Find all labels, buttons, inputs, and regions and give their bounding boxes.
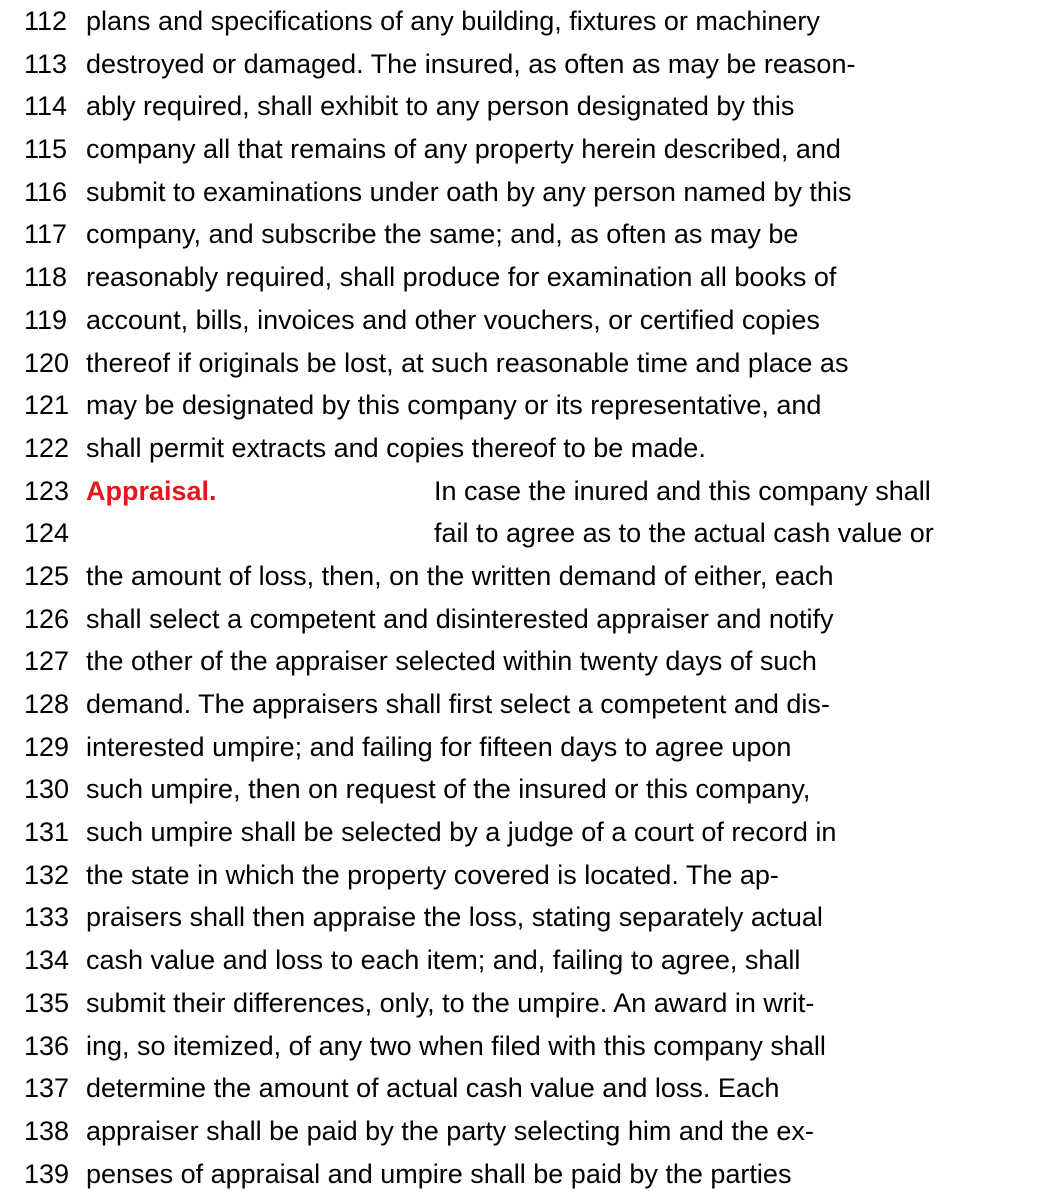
line-number: 113 (24, 48, 68, 79)
document-line (24, 43, 1034, 86)
line-number: 131 (24, 817, 70, 848)
line-text: praisers shall then appraise the loss, stating separately actual (86, 902, 823, 933)
line-text: company all that remains of any property herein described, and (86, 134, 841, 165)
document-line (24, 342, 1034, 385)
line-number: 122 (24, 432, 70, 463)
line-text: reasonably required, shall produce for examination all books of (86, 262, 837, 293)
document-line (24, 0, 1034, 43)
document-page (24, 0, 1034, 1195)
document-line (24, 384, 1034, 427)
document-line (24, 427, 1034, 470)
line-text: plans and specifications of any building, fixtures or machinery (86, 6, 820, 36)
line-number: 120 (24, 347, 70, 378)
line-number: 137 (24, 1073, 70, 1104)
document-line (24, 896, 1034, 939)
line-number: 127 (24, 646, 70, 677)
line-text: thereof if originals be lost, at such reasonable time and place as (86, 347, 849, 378)
line-text: cash value and loss to each item; and, failing to agree, shall (86, 945, 801, 976)
document-line (24, 854, 1034, 897)
line-number: 136 (24, 1030, 70, 1061)
line-number: 133 (24, 902, 70, 933)
line-text: shall select a competent and disinterested appraiser and notify (86, 603, 834, 634)
line-number: 116 (24, 176, 68, 207)
line-text: the amount of loss, then, on the written demand of either, each (86, 560, 834, 591)
line-number: 130 (24, 774, 70, 805)
appraisal-line-2 (24, 512, 1034, 555)
line-text: destroyed or damaged. The insured, as often as may be reason- (86, 48, 856, 79)
line-number: 121 (24, 390, 70, 421)
line-number: 119 (24, 304, 68, 335)
document-line (24, 683, 1034, 726)
line-text: penses of appraisal and umpire shall be paid by the parties (86, 1158, 792, 1189)
document-line (24, 213, 1034, 256)
document-line (24, 1153, 1034, 1196)
document-line (24, 128, 1034, 171)
document-line (24, 726, 1034, 769)
line-number: 114 (24, 91, 68, 122)
line-text: the other of the appraiser selected within twenty days of such (86, 646, 817, 677)
line-number: 135 (24, 987, 70, 1018)
line-number: 134 (24, 945, 70, 976)
line-number: 128 (24, 689, 70, 719)
document-line (24, 256, 1034, 299)
line-text: interested umpire; and failing for fifteen days to agree upon (86, 731, 792, 762)
document-line (24, 1110, 1034, 1153)
line-number: 138 (24, 1115, 70, 1146)
line-text: the state in which the property covered is located. The ap- (86, 859, 779, 890)
line-text: fail to agree as to the actual cash value or (434, 518, 934, 549)
document-line (24, 1025, 1034, 1068)
document-line (24, 640, 1034, 683)
line-text: ing, so itemized, of any two when filed with this company shall (86, 1030, 826, 1061)
line-number: 118 (24, 262, 68, 293)
line-text: may be designated by this company or its representative, and (86, 390, 822, 421)
line-number: 123 (24, 475, 70, 506)
line-text: submit their differences, only, to the umpire. An award in writ- (86, 987, 815, 1018)
line-text: submit to examinations under oath by any person named by this (86, 176, 852, 207)
line-text: ably required, shall exhibit to any person designated by this (86, 91, 795, 122)
line-text: determine the amount of actual cash value and loss. Each (86, 1073, 780, 1104)
line-text: demand. The appraisers shall first select a competent and dis- (86, 689, 830, 719)
document-line (24, 598, 1034, 641)
line-number: 132 (24, 859, 70, 890)
line-number: 139 (24, 1158, 70, 1189)
line-text: such umpire, then on request of the insured or this company, (86, 774, 811, 805)
line-text: such umpire shall be selected by a judge of a court of record in (86, 817, 837, 848)
line-text: company, and subscribe the same; and, as often as may be (86, 219, 799, 250)
line-number: 124 (24, 518, 70, 549)
line-text: account, bills, invoices and other vouchers, or certified copies (86, 304, 820, 335)
line-number: 129 (24, 731, 70, 762)
line-number: 115 (24, 134, 68, 165)
line-number: 126 (24, 603, 70, 634)
appraisal-line-1 (24, 470, 1034, 513)
line-number: 117 (24, 219, 68, 250)
document-line (24, 811, 1034, 854)
document-line (24, 85, 1034, 128)
line-text: In case the inured and this company shall (434, 475, 931, 506)
document-line (24, 299, 1034, 342)
line-number: 112 (24, 6, 68, 36)
line-number: 125 (24, 560, 70, 591)
line-text: appraiser shall be paid by the party selecting him and the ex- (86, 1115, 814, 1146)
line-text: shall permit extracts and copies thereof to be made. (86, 432, 706, 463)
document-line (24, 939, 1034, 982)
document-line (24, 171, 1034, 214)
document-line (24, 982, 1034, 1025)
section-heading-appraisal: Appraisal. (86, 475, 217, 506)
document-line (24, 768, 1034, 811)
document-line (24, 555, 1034, 598)
document-line (24, 1067, 1034, 1110)
